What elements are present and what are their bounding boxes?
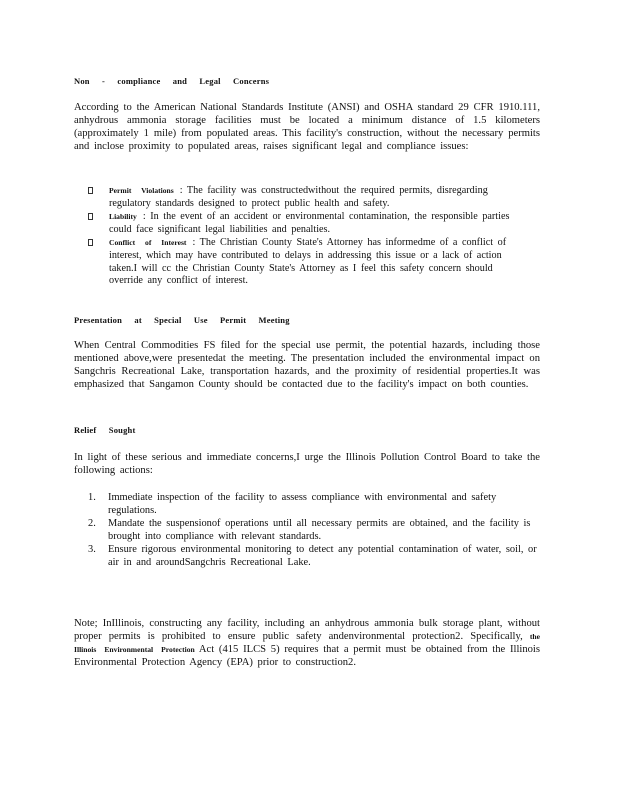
note-paragraph — [74, 617, 540, 669]
bullet-box-icon — [88, 213, 93, 220]
section-heading-presentation: Presentation at Special Use Permit Meeting — [74, 315, 290, 325]
relief-intro-paragraph: In light of these serious and immediate concerns,I urge the Illinois Pollution Control Board to take the following actions: — [74, 452, 540, 476]
note-lead-text: Note; InIllinois, constructing any facility, including an anhydrous ammonia bulk storage plant, without proper permits is prohibited to ensure public safety andenvironmental protection2. Specifically, — [74, 618, 540, 642]
list-item — [88, 211, 528, 236]
presentation-paragraph: When Central Commodities FS filed for the special use permit, the potential hazards, including those mentioned above,were presentedat the meeting. The presentation included the environmental impact on Sangchris Recreational Lake, transportation hazards, and the proximity of residential properties.It was emphasized that Sangamon County should be contacted due to the facility's impact on both counties. — [74, 340, 540, 390]
section-heading-relief: Relief Sought — [74, 425, 136, 435]
list-item-text: Ensure rigorous environmental monitoring to detect any potential contamination of water, soil, or air in and aroundSangchris Recreational Lake. — [108, 544, 537, 568]
bullet-text: : In the event of an accident or environmental contamination, the responsible parties could face significant legal liabilities and penalties. — [109, 211, 510, 235]
list-number: 2. — [88, 518, 96, 530]
relief-actions-list — [88, 492, 538, 570]
concerns-bullet-list — [88, 185, 528, 289]
bullet-title: Permit Violations — [109, 186, 174, 195]
list-item — [88, 492, 538, 518]
noncompliance-intro-paragraph: According to the American National Standards Institute (ANSI) and OSHA standard 29 CFR 1910.111, anhydrous ammonia storage facilities must be located a minimum distance of 1.5 kilometers (approximately 1 mile) from populated areas. This facility's construction, without the necessary permits and inclose proximity to populated areas, raises significant legal and compliance issues: — [74, 102, 540, 152]
bullet-text: : The facility was constructedwithout the required permits, disregarding regulatory standards designed to protect public health and safety. — [109, 185, 488, 209]
list-number: 3. — [88, 544, 96, 556]
list-number: 1. — [88, 492, 96, 503]
note-tail-text: Act (415 ILCS 5) requires that a permit must be obtained from the Illinois Environmental Protection Agency (EPA) prior to construction2. — [74, 644, 540, 668]
list-item-text: Immediate inspection of the facility to assess compliance with environmental and safety regulations. — [108, 492, 497, 516]
list-item-text: Mandate the suspensionof operations until all necessary permits are obtained, and the facility is brought into compliance with relevant standards. — [108, 518, 531, 542]
list-item — [88, 185, 528, 210]
bullet-title: Liability — [109, 212, 137, 222]
list-item — [88, 544, 538, 570]
list-item — [88, 518, 538, 544]
list-item — [88, 237, 528, 287]
note-bold-text: the Illinois Environmental Protection — [74, 632, 540, 654]
bullet-box-icon — [88, 187, 93, 194]
bullet-title: Conflict of Interest — [109, 238, 187, 248]
section-heading-noncompliance: Non - compliance and Legal Concerns — [74, 76, 270, 86]
bullet-box-icon — [88, 239, 93, 246]
bullet-text: : The Christian County State's Attorney has informedme of a conflict of interest, which may have contributed to delays in addressing this issue or a lack of action taken.I will cc the Christian County State's Attorney as I feel this safety concern should override any conflict of interest. — [109, 237, 507, 287]
